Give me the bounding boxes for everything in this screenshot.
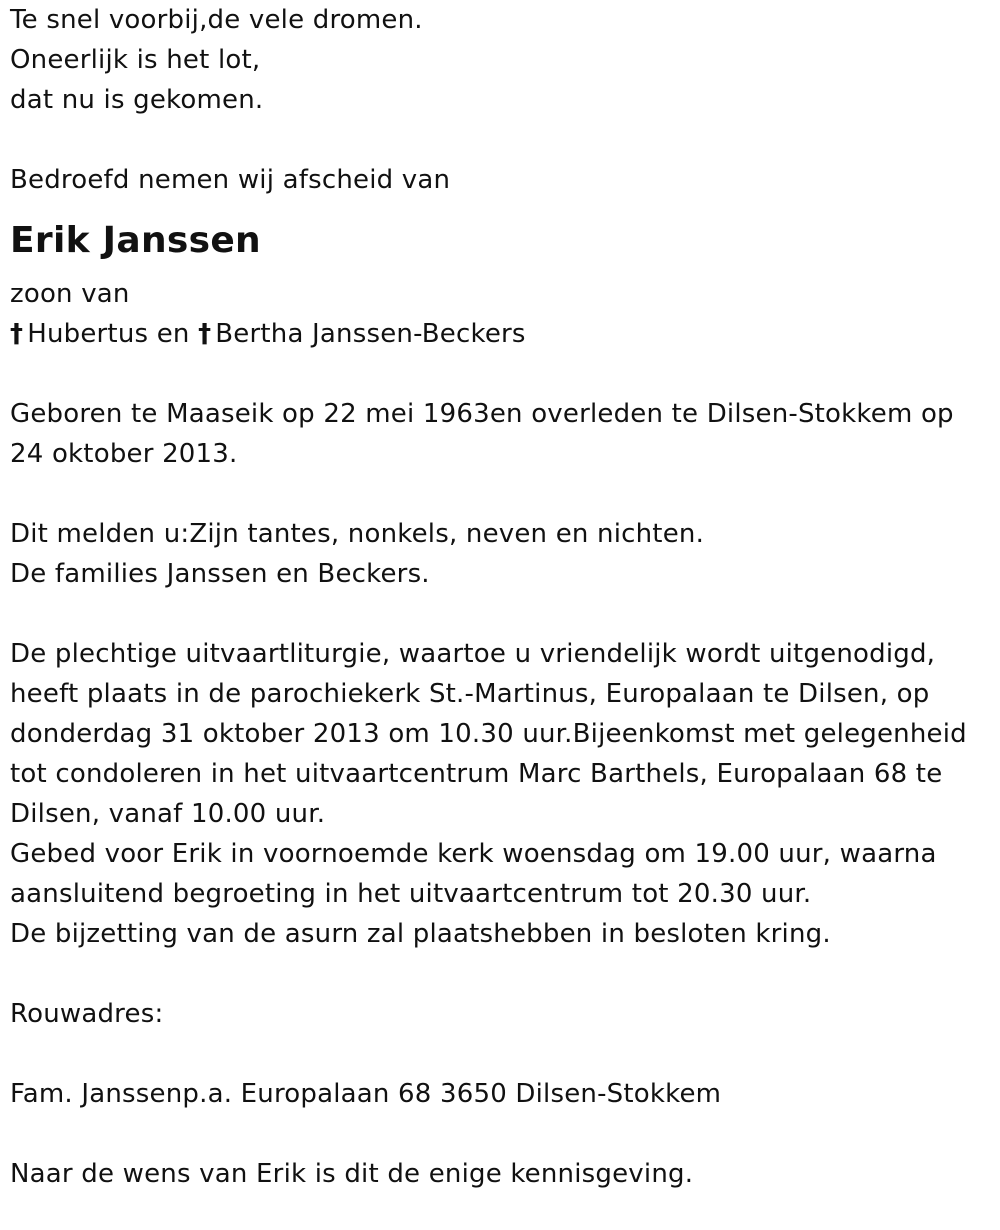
poem-line-2: Oneerlijk is het lot,	[10, 45, 261, 75]
spacer	[10, 354, 995, 394]
ceremony-line-2: heeft plaats in de parochiekerk St.-Martinus, Europalaan te Dilsen, op	[10, 679, 930, 709]
address-label: Rouwadres:	[10, 999, 164, 1029]
ceremony-line-5: Dilsen, vanaf 10.00 uur.	[10, 799, 326, 829]
announcers-line-2: De families Janssen en Beckers.	[10, 559, 430, 589]
ceremony-line-7: aansluitend begroeting in het uitvaartcentrum tot 20.30 uur.	[10, 879, 812, 909]
ceremony-line-8: De bijzetting van de asurn zal plaatshebben in besloten kring.	[10, 919, 831, 949]
poem-line-3: dat nu is gekomen.	[10, 85, 264, 115]
mother-name: Bertha Janssen-Beckers	[215, 319, 526, 349]
spacer	[10, 954, 995, 994]
relation-text: zoon van	[10, 279, 130, 309]
cross-icon: †	[198, 319, 212, 349]
ceremony-line-1: De plechtige uitvaartliturgie, waartoe u vriendelijk wordt uitgenodigd,	[10, 639, 936, 669]
spacer	[10, 594, 995, 634]
closing-text: Naar de wens van Erik is dit de enige kennisgeving.	[10, 1159, 694, 1189]
poem-line-1: Te snel voorbij,de vele dromen.	[10, 5, 423, 35]
father-name: Hubertus	[27, 319, 149, 349]
deceased-name: Erik Janssen	[10, 220, 261, 261]
ceremony-line-6: Gebed voor Erik in voornoemde kerk woensdag om 19.00 uur, waarna	[10, 839, 937, 869]
ceremony-line-4: tot condoleren in het uitvaartcentrum Marc Barthels, Europalaan 68 te	[10, 759, 943, 789]
spacer	[10, 120, 995, 160]
announcers-line-1: Dit melden u:Zijn tantes, nonkels, neven en nichten.	[10, 519, 705, 549]
obituary-document	[10, 0, 995, 1194]
parents-joiner: en	[156, 319, 190, 349]
intro-text: Bedroefd nemen wij afscheid van	[10, 165, 451, 195]
address-text: Fam. Janssenp.a. Europalaan 68 3650 Dilsen-Stokkem	[10, 1079, 722, 1109]
birth-death-text: Geboren te Maaseik op 22 mei 1963en overleden te Dilsen-Stokkem op 24 oktober 2013.	[10, 399, 954, 469]
cross-icon: †	[10, 319, 24, 349]
parents-line	[10, 314, 995, 354]
spacer	[10, 1114, 995, 1154]
ceremony-line-3: donderdag 31 oktober 2013 om 10.30 uur.Bijeenkomst met gelegenheid	[10, 719, 967, 749]
spacer	[10, 474, 995, 514]
spacer	[10, 1034, 995, 1074]
